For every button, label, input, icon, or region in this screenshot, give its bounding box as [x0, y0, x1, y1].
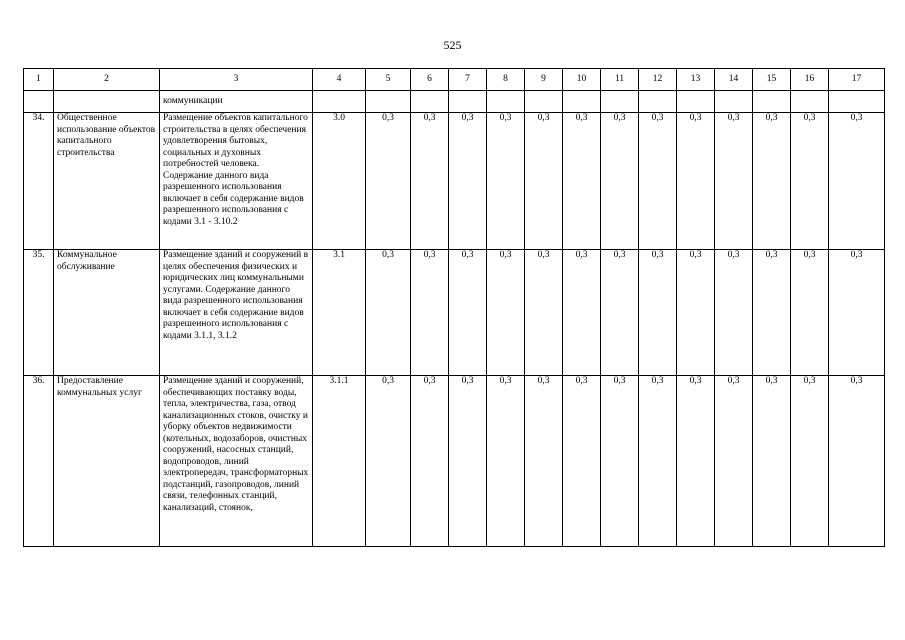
value-cell: 0,3 — [487, 250, 525, 376]
header-cell: 16 — [791, 69, 829, 91]
value-cell: 0,3 — [563, 250, 601, 376]
value-cell: 0,3 — [829, 113, 885, 250]
value-cell: 0,3 — [366, 376, 411, 547]
value-cell: 0,3 — [449, 250, 487, 376]
header-cell: 7 — [449, 69, 487, 91]
use-type-name: Предоставление коммунальных услуг — [54, 376, 160, 547]
table-row — [24, 376, 885, 547]
header-cell: 4 — [313, 69, 366, 91]
value-cell: 0,3 — [677, 250, 715, 376]
value-cell: 0,3 — [449, 113, 487, 250]
row-number: 34. — [24, 113, 54, 250]
header-cell: 10 — [563, 69, 601, 91]
value-cell: 0,3 — [525, 250, 563, 376]
row-number: 35. — [24, 250, 54, 376]
use-type-description: Размещение зданий и сооружений, обеспечивающих поставку воды, тепла, электричества, газа, отвод канализационных стоков, очистку и уборку объектов недвижимости (котельных, водозаборов, очистных сооружений, насосных станций, водопроводов, линий электропередач, трансформаторных подстанций, газопроводов, линий связи, телефонных станций, канализаций, стоянок, — [160, 376, 313, 547]
value-cell: 0,3 — [639, 113, 677, 250]
use-type-name: Коммунальное обслуживание — [54, 250, 160, 376]
header-cell: 9 — [525, 69, 563, 91]
value-cell: 0,3 — [563, 113, 601, 250]
empty-cell — [54, 91, 160, 113]
empty-cell — [313, 91, 366, 113]
header-cell: 14 — [715, 69, 753, 91]
header-cell: 11 — [601, 69, 639, 91]
value-cell: 0,3 — [411, 113, 449, 250]
regulation-table — [23, 68, 885, 547]
continuation-text: коммуникации — [160, 91, 313, 113]
use-type-code: 3.0 — [313, 113, 366, 250]
value-cell: 0,3 — [677, 376, 715, 547]
value-cell: 0,3 — [753, 113, 791, 250]
empty-cell — [639, 91, 677, 113]
empty-cell — [366, 91, 411, 113]
use-type-description: Размещение зданий и сооружений в целях обеспечения физических и юридических лиц коммунальными услугами. Содержание данного вида разрешенного использования включает в себя содержание видов разрешенного использования с кодами 3.1.1, 3.1.2 — [160, 250, 313, 376]
value-cell: 0,3 — [715, 376, 753, 547]
value-cell: 0,3 — [449, 376, 487, 547]
header-cell: 8 — [487, 69, 525, 91]
header-cell: 6 — [411, 69, 449, 91]
column-number-header-row — [24, 69, 885, 91]
empty-cell — [449, 91, 487, 113]
empty-cell — [563, 91, 601, 113]
empty-cell — [487, 91, 525, 113]
value-cell: 0,3 — [525, 113, 563, 250]
empty-cell — [525, 91, 563, 113]
value-cell: 0,3 — [601, 376, 639, 547]
empty-cell — [715, 91, 753, 113]
value-cell: 0,3 — [563, 376, 601, 547]
empty-cell — [601, 91, 639, 113]
value-cell: 0,3 — [791, 376, 829, 547]
value-cell: 0,3 — [411, 376, 449, 547]
value-cell: 0,3 — [753, 250, 791, 376]
page-number: 525 — [443, 38, 462, 52]
use-type-description: Размещение объектов капитального строительства в целях обеспечения удовлетворения бытовых, социальных и духовных потребностей человека. Содержание данного вида разрешенного использования включает в себя содержание видов разрешенного использования с кодами 3.1 - 3.10.2 — [160, 113, 313, 250]
value-cell: 0,3 — [791, 250, 829, 376]
value-cell: 0,3 — [487, 113, 525, 250]
value-cell: 0,3 — [601, 250, 639, 376]
value-cell: 0,3 — [715, 250, 753, 376]
empty-cell — [411, 91, 449, 113]
continuation-row — [24, 91, 885, 113]
header-cell: 13 — [677, 69, 715, 91]
value-cell: 0,3 — [639, 376, 677, 547]
empty-cell — [829, 91, 885, 113]
value-cell: 0,3 — [829, 250, 885, 376]
header-cell: 2 — [54, 69, 160, 91]
use-type-name: Общественное использование объектов капитального строительства — [54, 113, 160, 250]
value-cell: 0,3 — [753, 376, 791, 547]
header-cell: 17 — [829, 69, 885, 91]
table-row — [24, 250, 885, 376]
row-number: 36. — [24, 376, 54, 547]
empty-cell — [24, 91, 54, 113]
value-cell: 0,3 — [487, 376, 525, 547]
value-cell: 0,3 — [525, 376, 563, 547]
value-cell: 0,3 — [366, 250, 411, 376]
table-row — [24, 113, 885, 250]
empty-cell — [791, 91, 829, 113]
value-cell: 0,3 — [601, 113, 639, 250]
value-cell: 0,3 — [715, 113, 753, 250]
value-cell: 0,3 — [411, 250, 449, 376]
value-cell: 0,3 — [677, 113, 715, 250]
use-type-code: 3.1.1 — [313, 376, 366, 547]
value-cell: 0,3 — [791, 113, 829, 250]
header-cell: 5 — [366, 69, 411, 91]
empty-cell — [753, 91, 791, 113]
header-cell: 12 — [639, 69, 677, 91]
empty-cell — [677, 91, 715, 113]
header-cell: 15 — [753, 69, 791, 91]
header-cell: 3 — [160, 69, 313, 91]
header-cell: 1 — [24, 69, 54, 91]
value-cell: 0,3 — [366, 113, 411, 250]
use-type-code: 3.1 — [313, 250, 366, 376]
value-cell: 0,3 — [829, 376, 885, 547]
value-cell: 0,3 — [639, 250, 677, 376]
